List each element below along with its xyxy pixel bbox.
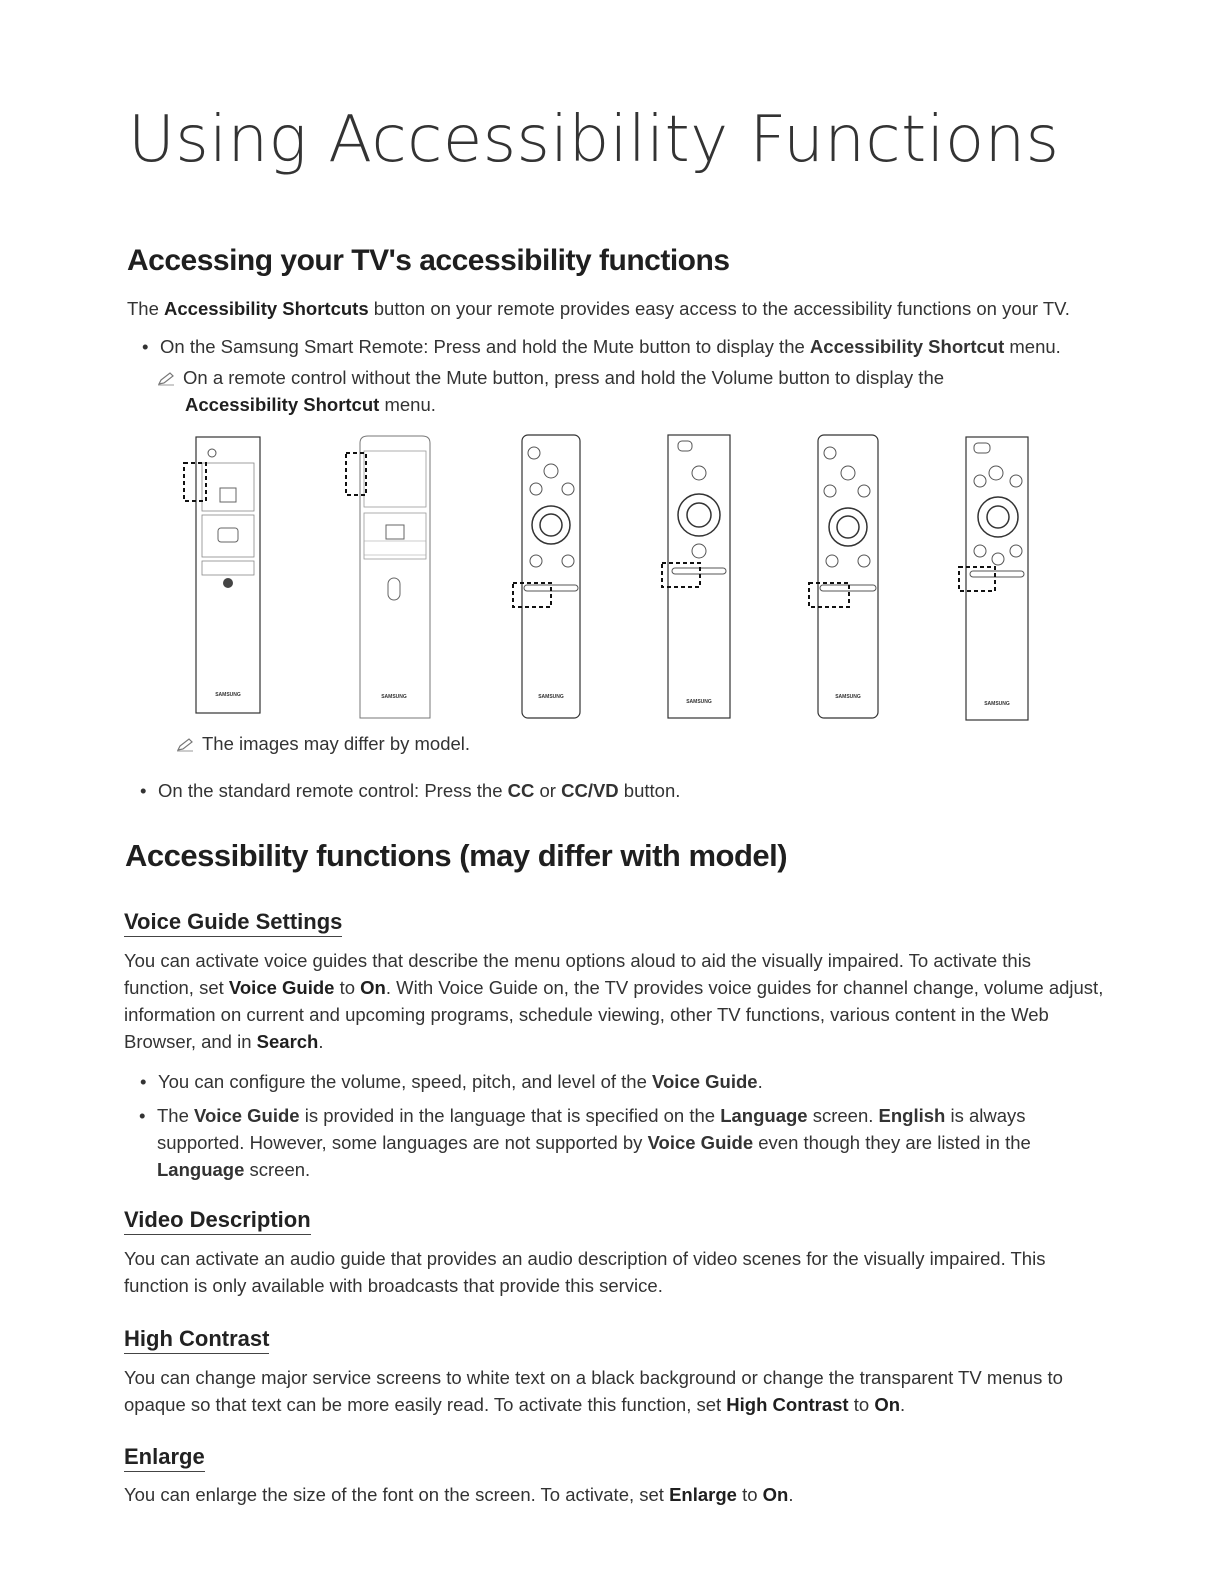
svg-text:SAMSUNG: SAMSUNG (381, 694, 407, 700)
svg-text:SAMSUNG: SAMSUNG (215, 692, 241, 698)
remote-illustrations (180, 433, 1050, 723)
remote-image-6 (956, 433, 1030, 723)
remote-image-4 (660, 433, 734, 723)
subheading-video-description: Video Description (124, 1207, 311, 1235)
remote-image-5 (808, 433, 882, 723)
remote-image-3 (510, 433, 584, 723)
subheading-high-contrast: High Contrast (124, 1326, 269, 1354)
svg-text:SAMSUNG: SAMSUNG (984, 701, 1010, 707)
video-description-paragraph: You can activate an audio guide that provides an audio description of video scenes for the visually impaired. This function is only available with broadcasts that provide this service. (124, 1248, 1046, 1296)
svg-text:SAMSUNG: SAMSUNG (835, 694, 861, 700)
pencil-note-icon (157, 372, 175, 386)
voice-guide-paragraph: You can activate voice guides that describe the menu options aloud to aid the visually impaired. To activate this function, set Voice Guide to On. With Voice Guide on, the TV provides voice guides for channel change, volume adjust, information on current and upcoming programs, schedule viewing, other TV functions, various content in the Web Browser, and in Search. (124, 950, 1104, 1052)
svg-text:SAMSUNG: SAMSUNG (538, 694, 564, 700)
remote-image-2 (342, 433, 436, 723)
images-caption: The images may differ by model. (176, 733, 470, 755)
page-title: Using Accessibility Functions (128, 103, 1060, 177)
subheading-enlarge: Enlarge (124, 1444, 205, 1472)
enlarge-paragraph: You can enlarge the size of the font on the screen. To activate, set Enlarge to On. (124, 1484, 794, 1505)
remote-image-1 (180, 433, 266, 718)
high-contrast-paragraph: You can change major service screens to white text on a black background or change the transparent TV menus to opaque so that text can be more easily read. To activate this function, set High Contrast to On. (124, 1367, 1063, 1415)
subheading-voice-guide: Voice Guide Settings (124, 909, 342, 937)
svg-text:SAMSUNG: SAMSUNG (686, 699, 712, 705)
section-heading-functions: Accessibility functions (may differ with model) (125, 838, 788, 873)
bullet-voice-language: • The Voice Guide is provided in the language that is specified on the Language screen. English is always supported. However, some languages are not supported by Voice Guide even though they are listed in the Language screen. (139, 1105, 1031, 1180)
note-volume-button: On a remote control without the Mute button, press and hold the Volume button to display the Accessibility Shortcut menu. (157, 364, 944, 418)
section-heading-accessing: Accessing your TV's accessibility functions (127, 244, 730, 277)
intro-paragraph: The Accessibility Shortcuts button on your remote provides easy access to the accessibility functions on your TV. (127, 298, 1070, 319)
bullet-smart-remote: • On the Samsung Smart Remote: Press and hold the Mute button to display the Accessibility Shortcut menu. (142, 336, 1061, 357)
pencil-note-icon (176, 738, 194, 752)
bullet-voice-configure: • You can configure the volume, speed, pitch, and level of the Voice Guide. (140, 1071, 763, 1092)
bullet-standard-remote: • On the standard remote control: Press the CC or CC/VD button. (140, 780, 681, 801)
